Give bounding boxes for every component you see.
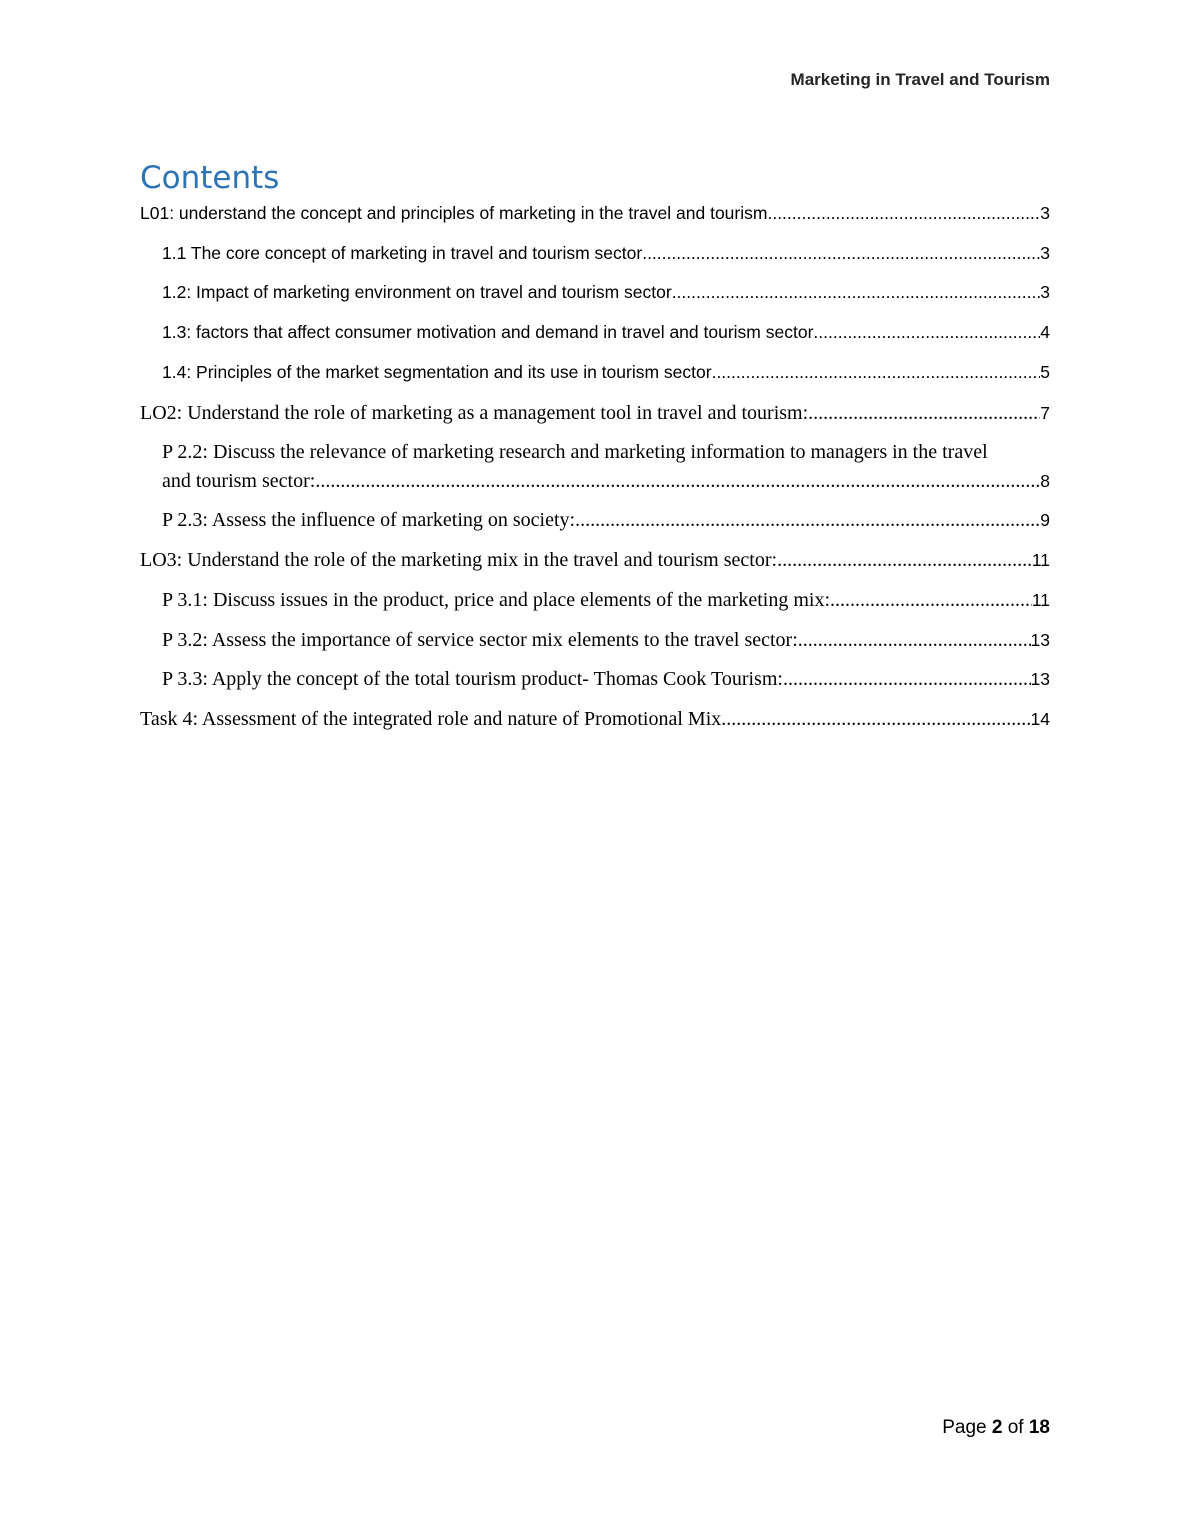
page-number-footer [942,1417,1050,1439]
dot-leader [315,470,1040,493]
toc-entry-p2-2-line1[interactable]: P 2.2: Discuss the relevance of marketing research and marketing information to managers in the travel [162,441,988,463]
toc-entry-page: 11 [1031,550,1050,570]
running-header: Marketing in Travel and Tourism [790,70,1050,89]
toc-entry-lo1[interactable] [140,203,1050,224]
dot-leader [808,402,1040,425]
contents-heading: Contents [140,160,280,196]
toc-entry-label: 1.1 The core concept of marketing in travel and tourism sector [162,243,643,263]
toc-entry-p3-2[interactable] [162,629,1050,652]
toc-entry-page: 3 [1040,203,1050,223]
of-word: of [1007,1417,1024,1438]
page-word: Page [942,1417,987,1438]
toc-entry-label: 1.4: Principles of the market segmentation and its use in tourism sector [162,362,712,382]
dot-leader [672,282,1041,303]
dot-leader [777,549,1032,572]
dot-leader [575,509,1040,532]
toc-entry-1-4[interactable] [162,362,1050,383]
toc-entry-label: L01: understand the concept and principles of marketing in the travel and tourism [140,203,768,223]
toc-entry-page: 14 [1030,709,1050,729]
toc-entry-page: 8 [1040,471,1050,491]
toc-entry-label: LO2: Understand the role of marketing as a management tool in travel and tourism: [140,402,809,424]
toc-entry-task4[interactable] [140,708,1050,731]
toc-entry-label: P 2.3: Assess the influence of marketing on society: [162,509,576,531]
toc-entry-label: P 3.1: Discuss issues in the product, price and place elements of the marketing mix: [162,589,830,611]
toc-entry-label: P 3.2: Assess the importance of service sector mix elements to the travel sector: [162,629,798,651]
toc-entry-label: 1.2: Impact of marketing environment on travel and tourism sector [162,282,672,302]
toc-entry-label: 1.3: factors that affect consumer motivation and demand in travel and tourism sector [162,322,814,342]
toc-entry-1-1[interactable] [162,243,1050,264]
current-page-number: 2 [991,1417,1003,1438]
dot-leader [642,243,1040,264]
toc-entry-page: 7 [1040,403,1050,423]
toc-entry-1-2[interactable] [162,282,1050,303]
toc-entry-lo3[interactable] [140,549,1050,572]
dot-leader [783,668,1031,691]
toc-entry-page: 3 [1040,282,1050,302]
toc-entry-p2-3[interactable] [162,509,1050,532]
toc-entry-page: 11 [1031,590,1050,610]
toc-entry-label: and tourism sector: [162,470,316,492]
dot-leader [767,203,1040,224]
toc-entry-page: 4 [1040,322,1050,342]
toc-entry-label: LO3: Understand the role of the marketing mix in the travel and tourism sector: [140,549,778,571]
dot-leader [830,589,1032,612]
toc-entry-page: 9 [1040,510,1050,530]
toc-entry-p3-3[interactable] [162,668,1050,691]
toc-entry-lo2[interactable] [140,402,1050,425]
dot-leader [798,629,1031,652]
dot-leader [813,322,1040,343]
dot-leader [712,362,1041,383]
total-page-count: 18 [1028,1417,1050,1438]
toc-entry-label: Task 4: Assessment of the integrated role and nature of Promotional Mix [140,708,722,730]
toc-entry-p2-2[interactable] [162,470,1050,493]
toc-entry-1-3[interactable] [162,322,1050,343]
dot-leader [721,708,1030,731]
toc-entry-page: 5 [1040,362,1050,382]
toc-entry-page: 3 [1040,243,1050,263]
toc-entry-label: P 3.3: Apply the concept of the total tourism product- Thomas Cook Tourism: [162,668,783,690]
toc-entry-page: 13 [1030,669,1050,689]
toc-entry-p3-1[interactable] [162,589,1050,612]
toc-entry-page: 13 [1030,630,1050,650]
